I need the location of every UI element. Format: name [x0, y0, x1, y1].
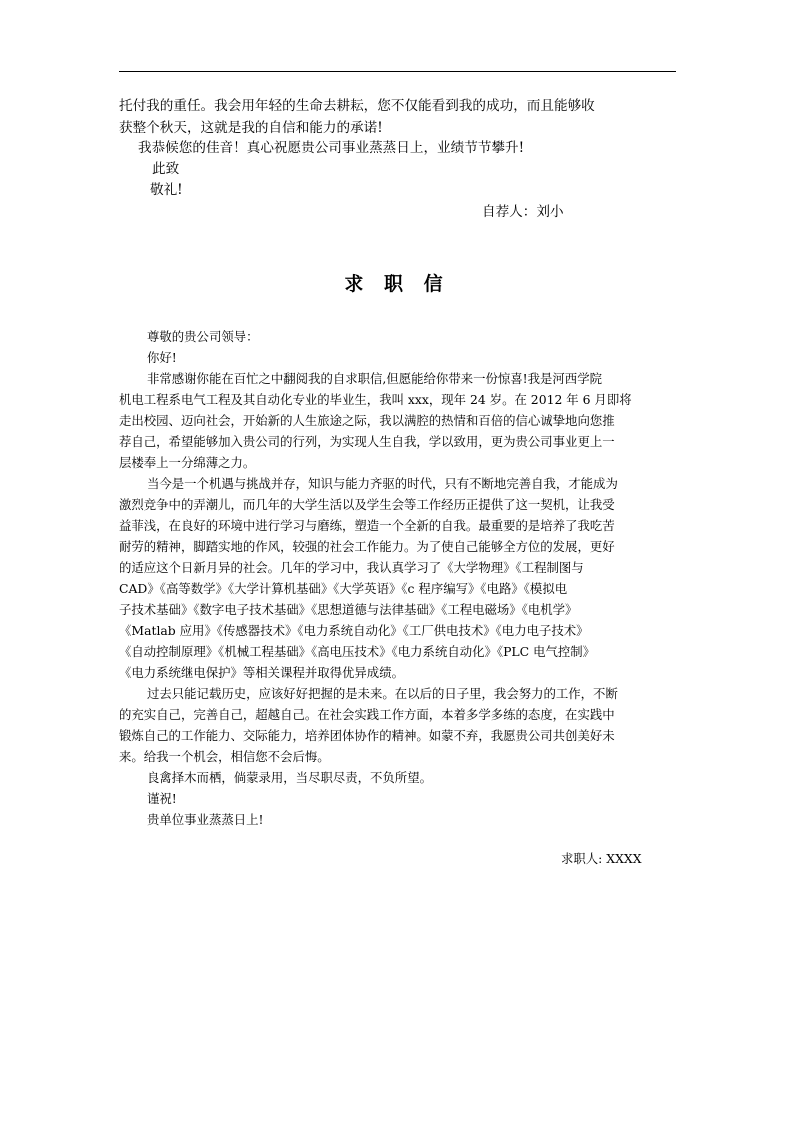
text-line: 过去只能记载历史，应该好好把握的是未来。在以后的日子里，我会努力的工作，不断 — [147, 686, 618, 701]
text-line: 《Matlab 应用》《传感器技术》《电力系统自动化》《工厂供电技术》《电力电子技术》 — [119, 623, 589, 638]
header-rule — [119, 71, 676, 72]
letter-title: 求 职 信 — [344, 273, 450, 295]
closing-wish: 贵单位事业蒸蒸日上! — [147, 812, 264, 827]
text-line: 托付我的重任。我会用年轻的生命去耕耘，您不仅能看到我的成功，而且能够收 — [119, 98, 595, 114]
text-line: 的充实自己，完善自己，超越自己。在社会实践工作方面，本着多学多练的态度，在实践中 — [119, 707, 615, 722]
text-line: 荐自己，希望能够加入贵公司的行列，为实现人生自我，学以致用，更为贵公司事业更上一 — [119, 434, 615, 449]
text-line: 走出校园、迈向社会，开始新的人生旅途之际，我以满腔的热情和百倍的信心诚挚地向您推 — [119, 413, 615, 428]
text-line: 激烈竞争中的弄潮儿，而几年的大学生活以及学生会等工作经历正提供了这一契机，让我受 — [119, 497, 615, 512]
text-line: 敬礼! — [150, 182, 183, 198]
greeting: 你好! — [147, 350, 177, 365]
closing-regards: 谨祝! — [147, 791, 177, 806]
text-line: 《电力系统继电保护》等相关课程并取得优异成绩。 — [119, 665, 404, 680]
text-line: 非常感谢你能在百忙之中翻阅我的自求职信,但愿能给你带来一份惊喜!我是河西学院 — [147, 371, 602, 386]
text-line: 当今是一个机遇与挑战并存，知识与能力齐驱的时代，只有不断地完善自我，才能成为 — [147, 476, 618, 491]
text-line: 良禽择木而栖，倘蒙录用，当尽职尽责，不负所望。 — [147, 770, 432, 785]
text-line: 子技术基础》《数字电子技术基础》《思想道德与法律基础》《工程电磁场》《电机学》 — [119, 602, 578, 617]
text-line: 益菲浅，在良好的环境中进行学习与磨练，塑造一个全新的自我。最重要的是培养了我吃苦 — [119, 518, 615, 533]
text-line: 此致 — [152, 161, 180, 177]
salutation: 尊敬的贵公司领导： — [147, 329, 259, 344]
text-line: 耐劳的精神，脚踏实地的作风，较强的社会工作能力。为了使自己能够全方位的发展，更好 — [119, 539, 615, 554]
text-line: 获整个秋天，这就是我的自信和能力的承诺! — [119, 120, 383, 136]
text-line: CAD》《高等数学》《大学计算机基础》《大学英语》《c 程序编写》《电路》《模拟电 — [119, 581, 568, 596]
signature-recommender: 自荐人：刘小 — [482, 204, 564, 220]
text-line: 锻炼自己的工作能力、交际能力，培养团体协作的精神。如蒙不弃，我愿贵公司共创美好未 — [119, 728, 615, 743]
text-line: 的适应这个日新月异的社会。几年的学习中，我认真学习了《大学物理》《工程制图与 — [119, 560, 584, 575]
text-line: 来。给我一个机会，相信您不会后悔。 — [119, 749, 330, 764]
text-line: 《自动控制原理》《机械工程基础》《高电压技术》《电力系统自动化》《PLC 电气控制》 — [119, 644, 596, 659]
text-line: 我恭候您的佳音！真心祝愿贵公司事业蒸蒸日上，业绩节节攀升! — [138, 140, 525, 156]
text-line: 层楼奉上一分绵薄之力。 — [119, 455, 256, 470]
signature-applicant: 求职人: XXXX — [561, 851, 642, 866]
text-line: 机电工程系电气工程及其自动化专业的毕业生，我叫 xxx，现年 24 岁。在 2012 年 6 月即将 — [119, 392, 632, 407]
